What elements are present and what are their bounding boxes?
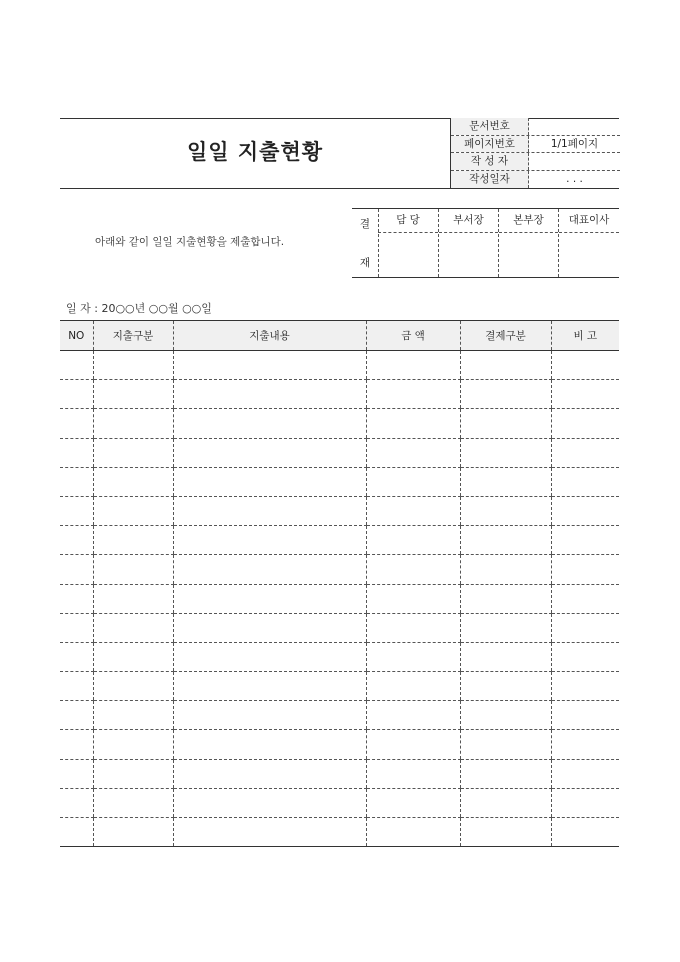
cell-payment-type[interactable] — [460, 701, 551, 730]
cell-description[interactable] — [173, 701, 366, 730]
table-header-row — [60, 321, 619, 351]
cell-category[interactable] — [93, 496, 173, 525]
column-header-no: NO — [60, 321, 93, 351]
cell-remarks[interactable] — [551, 467, 619, 496]
cell-amount[interactable] — [366, 496, 460, 525]
approval-col-manager — [378, 209, 438, 277]
table-row — [60, 759, 619, 788]
cell-category[interactable] — [93, 351, 173, 380]
cell-payment-type[interactable] — [460, 788, 551, 817]
cell-category[interactable] — [93, 642, 173, 671]
cell-remarks[interactable] — [551, 701, 619, 730]
cell-remarks[interactable] — [551, 672, 619, 701]
cell-payment-type[interactable] — [460, 438, 551, 467]
cell-no[interactable] — [60, 380, 93, 409]
table-row — [60, 409, 619, 438]
cell-amount[interactable] — [366, 438, 460, 467]
approval-col-header: 대표이사 — [559, 209, 619, 233]
cell-amount[interactable] — [366, 351, 460, 380]
meta-row-date — [451, 171, 620, 189]
cell-no[interactable] — [60, 526, 93, 555]
approval-sign-cell[interactable] — [439, 233, 498, 276]
cell-remarks[interactable] — [551, 642, 619, 671]
approval-col-ceo — [558, 209, 619, 277]
cell-description[interactable] — [173, 584, 366, 613]
cell-amount[interactable] — [366, 409, 460, 438]
cell-no[interactable] — [60, 701, 93, 730]
cell-category[interactable] — [93, 730, 173, 759]
meta-label: 페이지번호 — [451, 136, 529, 153]
cell-payment-type[interactable] — [460, 409, 551, 438]
cell-payment-type[interactable] — [460, 759, 551, 788]
cell-no[interactable] — [60, 496, 93, 525]
cell-payment-type[interactable] — [460, 380, 551, 409]
cell-payment-type[interactable] — [460, 467, 551, 496]
cell-category[interactable] — [93, 759, 173, 788]
cell-description[interactable] — [173, 496, 366, 525]
cell-description[interactable] — [173, 672, 366, 701]
cell-amount[interactable] — [366, 672, 460, 701]
cell-description[interactable] — [173, 555, 366, 584]
table-row — [60, 701, 619, 730]
cell-amount[interactable] — [366, 730, 460, 759]
cell-payment-type[interactable] — [460, 672, 551, 701]
cell-category[interactable] — [93, 438, 173, 467]
intro-text: 아래와 같이 일일 지출현황을 제출합니다. — [95, 236, 285, 248]
cell-no[interactable] — [60, 788, 93, 817]
cell-amount[interactable] — [366, 526, 460, 555]
cell-no[interactable] — [60, 555, 93, 584]
cell-remarks[interactable] — [551, 409, 619, 438]
table-row — [60, 526, 619, 555]
column-header-amount: 금 액 — [366, 321, 460, 351]
cell-amount[interactable] — [366, 759, 460, 788]
cell-remarks[interactable] — [551, 613, 619, 642]
cell-no[interactable] — [60, 438, 93, 467]
cell-payment-type[interactable] — [460, 642, 551, 671]
cell-category[interactable] — [93, 409, 173, 438]
cell-payment-type[interactable] — [460, 351, 551, 380]
cell-payment-type[interactable] — [460, 613, 551, 642]
cell-no[interactable] — [60, 409, 93, 438]
meta-label: 문서번호 — [451, 118, 529, 135]
approval-col-dept-head — [438, 209, 498, 277]
cell-category[interactable] — [93, 526, 173, 555]
cell-remarks[interactable] — [551, 584, 619, 613]
cell-description[interactable] — [173, 818, 366, 847]
cell-remarks[interactable] — [551, 526, 619, 555]
cell-category[interactable] — [93, 380, 173, 409]
cell-no[interactable] — [60, 467, 93, 496]
cell-no[interactable] — [60, 818, 93, 847]
document-meta-box — [450, 118, 620, 188]
meta-row-author — [451, 153, 620, 171]
cell-category[interactable] — [93, 613, 173, 642]
column-header-payment-type: 결제구분 — [460, 321, 551, 351]
cell-description[interactable] — [173, 613, 366, 642]
cell-category[interactable] — [93, 467, 173, 496]
cell-remarks[interactable] — [551, 351, 619, 380]
meta-row-page-number — [451, 136, 620, 154]
cell-description[interactable] — [173, 438, 366, 467]
table-row — [60, 818, 619, 847]
column-header-category: 지출구분 — [93, 321, 173, 351]
table-row — [60, 642, 619, 671]
approval-col-header: 부서장 — [439, 209, 498, 233]
meta-value[interactable] — [529, 153, 620, 170]
cell-amount[interactable] — [366, 701, 460, 730]
table-row — [60, 555, 619, 584]
cell-description[interactable] — [173, 526, 366, 555]
cell-description[interactable] — [173, 351, 366, 380]
cell-category[interactable] — [93, 701, 173, 730]
cell-no[interactable] — [60, 730, 93, 759]
approval-side-top: 결 — [359, 218, 371, 230]
table-row — [60, 672, 619, 701]
approval-sign-cell[interactable] — [499, 233, 558, 276]
cell-remarks[interactable] — [551, 730, 619, 759]
cell-no[interactable] — [60, 613, 93, 642]
cell-remarks[interactable] — [551, 380, 619, 409]
header-bottom-rule — [60, 188, 619, 189]
cell-remarks[interactable] — [551, 759, 619, 788]
cell-payment-type[interactable] — [460, 584, 551, 613]
cell-description[interactable] — [173, 730, 366, 759]
column-header-description: 지출내용 — [173, 321, 366, 351]
column-header-remarks: 비 고 — [551, 321, 619, 351]
table-row — [60, 730, 619, 759]
cell-category[interactable] — [93, 584, 173, 613]
meta-row-doc-number — [451, 118, 620, 136]
cell-no[interactable] — [60, 642, 93, 671]
cell-description[interactable] — [173, 380, 366, 409]
cell-payment-type[interactable] — [460, 555, 551, 584]
cell-amount[interactable] — [366, 613, 460, 642]
meta-value[interactable]: 1/1페이지 — [550, 137, 599, 150]
approval-sign-cell[interactable] — [378, 233, 438, 276]
cell-remarks[interactable] — [551, 818, 619, 847]
cell-category[interactable] — [93, 788, 173, 817]
cell-description[interactable] — [173, 642, 366, 671]
cell-payment-type[interactable] — [460, 730, 551, 759]
cell-amount[interactable] — [366, 584, 460, 613]
approval-col-header: 담 당 — [378, 209, 438, 233]
cell-amount[interactable] — [366, 642, 460, 671]
table-row — [60, 438, 619, 467]
cell-no[interactable] — [60, 584, 93, 613]
approval-sign-cell[interactable] — [559, 233, 619, 276]
cell-amount[interactable] — [366, 788, 460, 817]
expense-table — [60, 320, 619, 847]
cell-amount[interactable] — [366, 467, 460, 496]
cell-payment-type[interactable] — [460, 496, 551, 525]
cell-no[interactable] — [60, 351, 93, 380]
cell-no[interactable] — [60, 672, 93, 701]
table-row — [60, 496, 619, 525]
cell-remarks[interactable] — [551, 438, 619, 467]
cell-amount[interactable] — [366, 818, 460, 847]
cell-no[interactable] — [60, 759, 93, 788]
cell-description[interactable] — [173, 467, 366, 496]
cell-amount[interactable] — [366, 380, 460, 409]
cell-description[interactable] — [173, 409, 366, 438]
meta-value[interactable]: . . . — [566, 172, 583, 185]
meta-label: 작성일자 — [451, 171, 529, 189]
cell-remarks[interactable] — [551, 788, 619, 817]
table-row — [60, 351, 619, 380]
cell-payment-type[interactable] — [460, 526, 551, 555]
table-row — [60, 584, 619, 613]
approval-box — [352, 208, 619, 278]
meta-value[interactable] — [529, 118, 620, 135]
table-row — [60, 788, 619, 817]
approval-side-label — [352, 209, 379, 277]
meta-label: 작 성 자 — [451, 153, 529, 170]
table-row — [60, 613, 619, 642]
cell-remarks[interactable] — [551, 555, 619, 584]
cell-category[interactable] — [93, 672, 173, 701]
document-title: 일일 지출현황 — [186, 140, 324, 164]
cell-description[interactable] — [173, 759, 366, 788]
cell-amount[interactable] — [366, 555, 460, 584]
date-line: 일 자 : 20○○년 ○○월 ○○일 — [66, 302, 212, 315]
table-row — [60, 380, 619, 409]
cell-remarks[interactable] — [551, 496, 619, 525]
cell-payment-type[interactable] — [460, 818, 551, 847]
cell-category[interactable] — [93, 818, 173, 847]
approval-side-bottom: 재 — [359, 257, 371, 269]
cell-category[interactable] — [93, 555, 173, 584]
approval-col-header: 본부장 — [499, 209, 558, 233]
approval-col-division-head — [498, 209, 558, 277]
table-row — [60, 467, 619, 496]
cell-description[interactable] — [173, 788, 366, 817]
